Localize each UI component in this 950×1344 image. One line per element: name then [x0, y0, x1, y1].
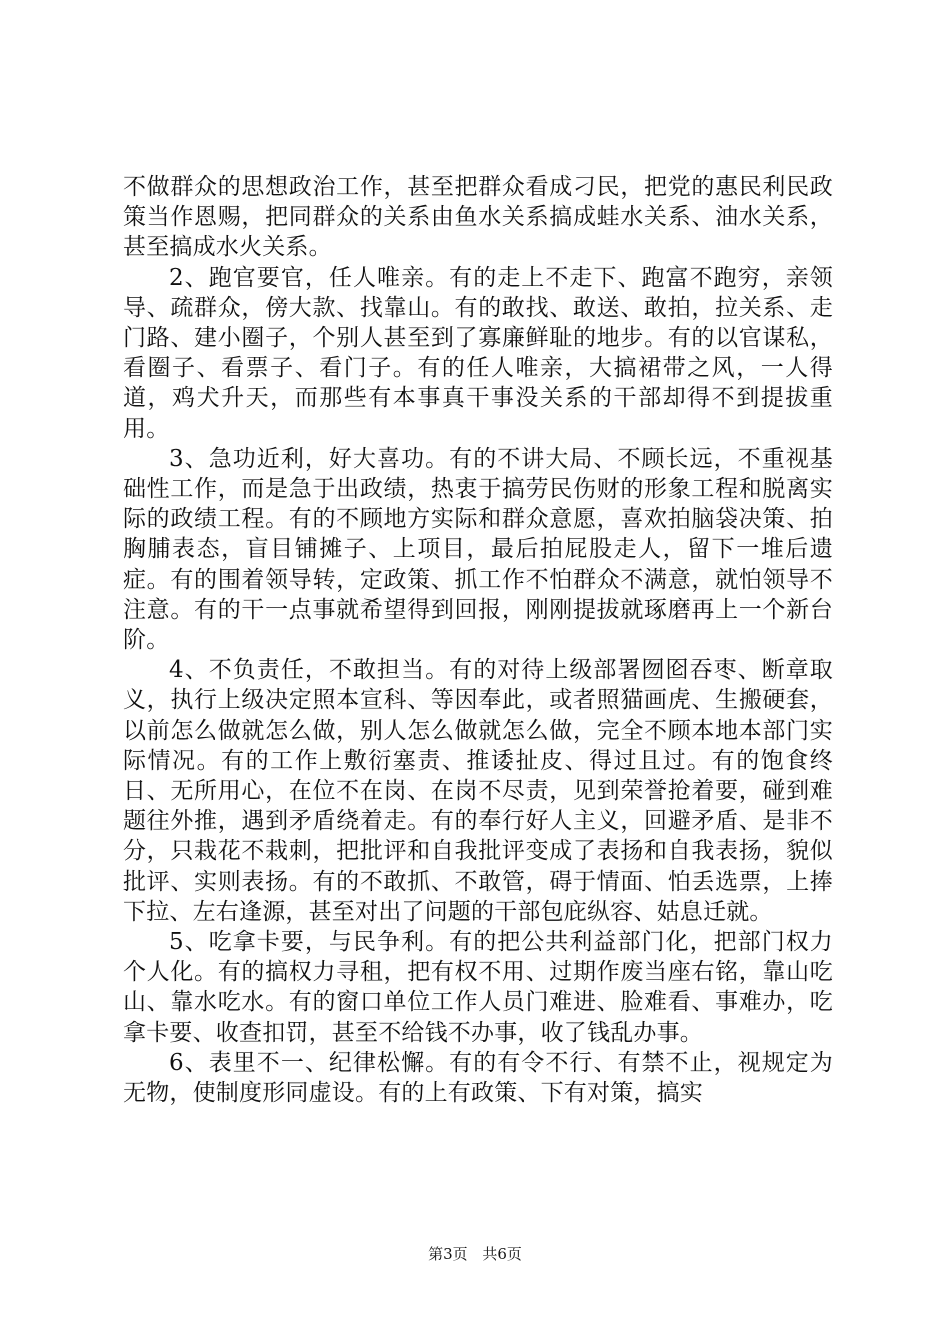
- paragraph-item-5: 5、吃拿卡要，与民争利。有的把公共利益部门化，把部门权力个人化。有的搞权力寻租，把有权不用、过期作废当座右铭，靠山吃山、靠水吃水。有的窗口单位工作人员门难进、脸难看、事难办，吃拿卡要、收查扣罚，甚至不给钱不办事，收了钱乱办事。: [123, 929, 833, 1046]
- paragraph-item-4: 4、不负责任，不敢担当。有的对待上级部署囫囵吞枣、断章取义，执行上级决定照本宣科、等因奉此，或者照猫画虎、生搬硬套，以前怎么做就怎么做，别人怎么做就怎么做，完全不顾本地本部门实际情况。有的工作上敷衍塞责、推诿扯皮、得过且过。有的饱食终日、无所用心，在位不在岗、在岗不尽责，见到荣誉抢着要，碰到难题往外推，遇到矛盾绕着走。有的奉行好人主义，回避矛盾、是非不分，只栽花不栽刺，把批评和自我批评变成了表扬和自我表扬，貌似批评、实则表扬。有的不敢抓、不敢管，碍于情面、怕丢选票，上捧下拉、左右逢源，甚至对出了问题的干部包庇纵容、姑息迁就。: [123, 657, 833, 925]
- total-pages: 共6页: [482, 1245, 522, 1263]
- paragraph-item-3: 3、急功近利，好大喜功。有的不讲大局、不顾长远，不重视基础性工作，而是急于出政绩，热衷于搞劳民伤财的形象工程和脱离实际的政绩工程。有的不顾地方实际和群众意愿，喜欢拍脑袋决策、拍胸脯表态，盲目铺摊子、上项目，最后拍屁股走人，留下一堆后遗症。有的围着领导转，定政策、抓工作不怕群众不满意，就怕领导不注意。有的干一点事就希望得到回报，刚刚提拔就琢磨再上一个新台阶。: [123, 445, 833, 654]
- document-body: [123, 172, 833, 1108]
- paragraph-item-6: 6、表里不一、纪律松懈。有的有令不行、有禁不止，视规定为无物，使制度形同虚设。有的上有政策、下有对策，搞实: [123, 1049, 833, 1107]
- page-footer: [0, 1244, 950, 1264]
- paragraph-continuation: 不做群众的思想政治工作，甚至把群众看成刁民，把党的惠民利民政策当作恩赐，把同群众的关系由鱼水关系搞成蛙水关系、油水关系，甚至搞成水火关系。: [123, 174, 833, 261]
- page-number: 第3页: [428, 1245, 468, 1263]
- paragraph-item-2: 2、跑官要官，任人唯亲。有的走上不走下、跑富不跑穷，亲领导、疏群众，傍大款、找靠山。有的敢找、敢送、敢拍，拉关系、走门路、建小圈子，个别人甚至到了寡廉鲜耻的地步。有的以官谋私，看圈子、看票子、看门子。有的任人唯亲，大搞裙带之风，一人得道，鸡犬升天，而那些有本事真干事没关系的干部却得不到提拔重用。: [123, 264, 833, 442]
